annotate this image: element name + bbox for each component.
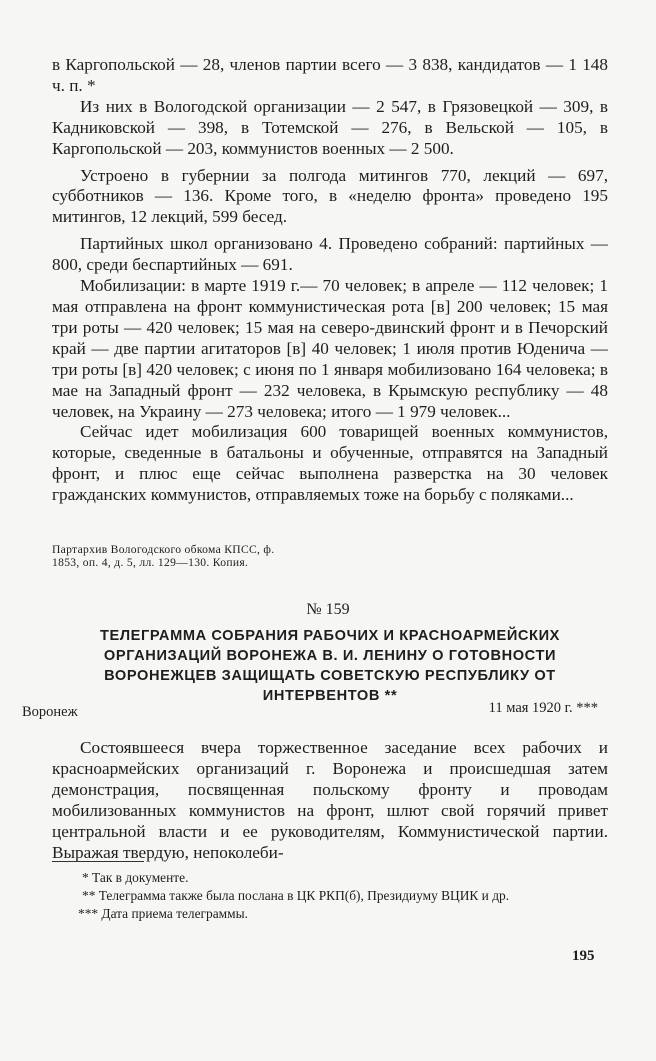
telegram-text: Состоявшееся вчера торжественное заседание всех рабочих и красноармейских организаций г. Воронежа и происшедшая затем демонстрация, посвященная польскому фронту и проводам мобилизованных коммунистов на фронт, шлют свой горячий привет центральной власти и ее руководителям, Коммунистической партии. Выражая твердую, непоколеби- bbox=[52, 738, 608, 862]
source-note: Партархив Вологодского обкома КПСС, ф. 1853, оп. 4, д. 5, лл. 129—130. Копия. bbox=[52, 543, 275, 570]
paragraph: Мобилизации: в марте 1919 г.— 70 человек; в апреле — 112 человек; 1 мая отправлена на фронт коммунистическая рота [в] 200 человек; 15 мая три роты — 420 человек; 15 мая на северо-двинский фронт и в Печорский край — две партии агитаторов [в] 40 человек; 1 июля против Юденича — три роты [в] 420 человек; с июня по 1 января мобилизовано 164 человека; в мае на Западный фронт — 232 человека, в Крымскую республику — 48 человек, на Украину — 273 человека; итого — 1 979 человек... bbox=[52, 276, 608, 421]
footnote: *** Дата приема телеграммы. bbox=[78, 905, 248, 921]
footnotes bbox=[52, 869, 608, 922]
document-title: ТЕЛЕГРАММА СОБРАНИЯ РАБОЧИХ И КРАСНОАРМЕЙСКИХ ОРГАНИЗАЦИЙ ВОРОНЕЖА В. И. ЛЕНИНУ О ГОТОВНОСТИ ВОРОНЕЖЦЕВ ЗАЩИЩАТЬ СОВЕТСКУЮ РЕСПУБЛИКУ ОТ ИНТЕРВЕНТОВ ** bbox=[99, 628, 560, 704]
document-place: Воронеж bbox=[22, 704, 78, 720]
document-number: № 159 bbox=[306, 601, 350, 618]
footnote: ** Телеграмма также была послана в ЦК РКП(б), Президиуму ВЦИК и др. bbox=[82, 887, 510, 903]
paragraph: в Каргопольской — 28, членов партии всего — 3 838, кандидатов — 1 148 ч. п. * bbox=[52, 55, 608, 95]
telegram-body bbox=[52, 738, 608, 863]
paragraph: Сейчас идет мобилизация 600 товарищей военных коммунистов, которые, сведенные в батальоны и обученные, отправятся на Западный фронт, и плюс еще сейчас выполнена разверстка на 30 человек гражданских коммунистов, отправляемых тоже на борьбу с поляками... bbox=[52, 422, 608, 505]
paragraph: Устроено в губернии за полгода митингов 770, лекций — 697, субботников — 136. Кроме того, в «неделю фронта» проведено 195 митингов, 12 лекций, 599 бесед. bbox=[52, 165, 608, 227]
body-text bbox=[52, 55, 608, 506]
footnote-divider bbox=[52, 861, 144, 862]
footnote: * Так в документе. bbox=[82, 870, 189, 885]
document-date: 11 мая 1920 г. *** bbox=[488, 700, 598, 716]
paragraph: Из них в Вологодской организации — 2 547, в Грязовецкой — 309, в Кадниковской — 398, в Тотемской — 276, в Вельской — 105, в Каргопольской — 203, коммунистов военных — 2 500. bbox=[52, 96, 608, 158]
archive-source-note bbox=[52, 543, 282, 569]
page-number: 195 bbox=[572, 948, 595, 964]
paragraph: Партийных школ организовано 4. Проведено собраний: партийных — 800, среди беспартийных — 691. bbox=[52, 234, 608, 275]
